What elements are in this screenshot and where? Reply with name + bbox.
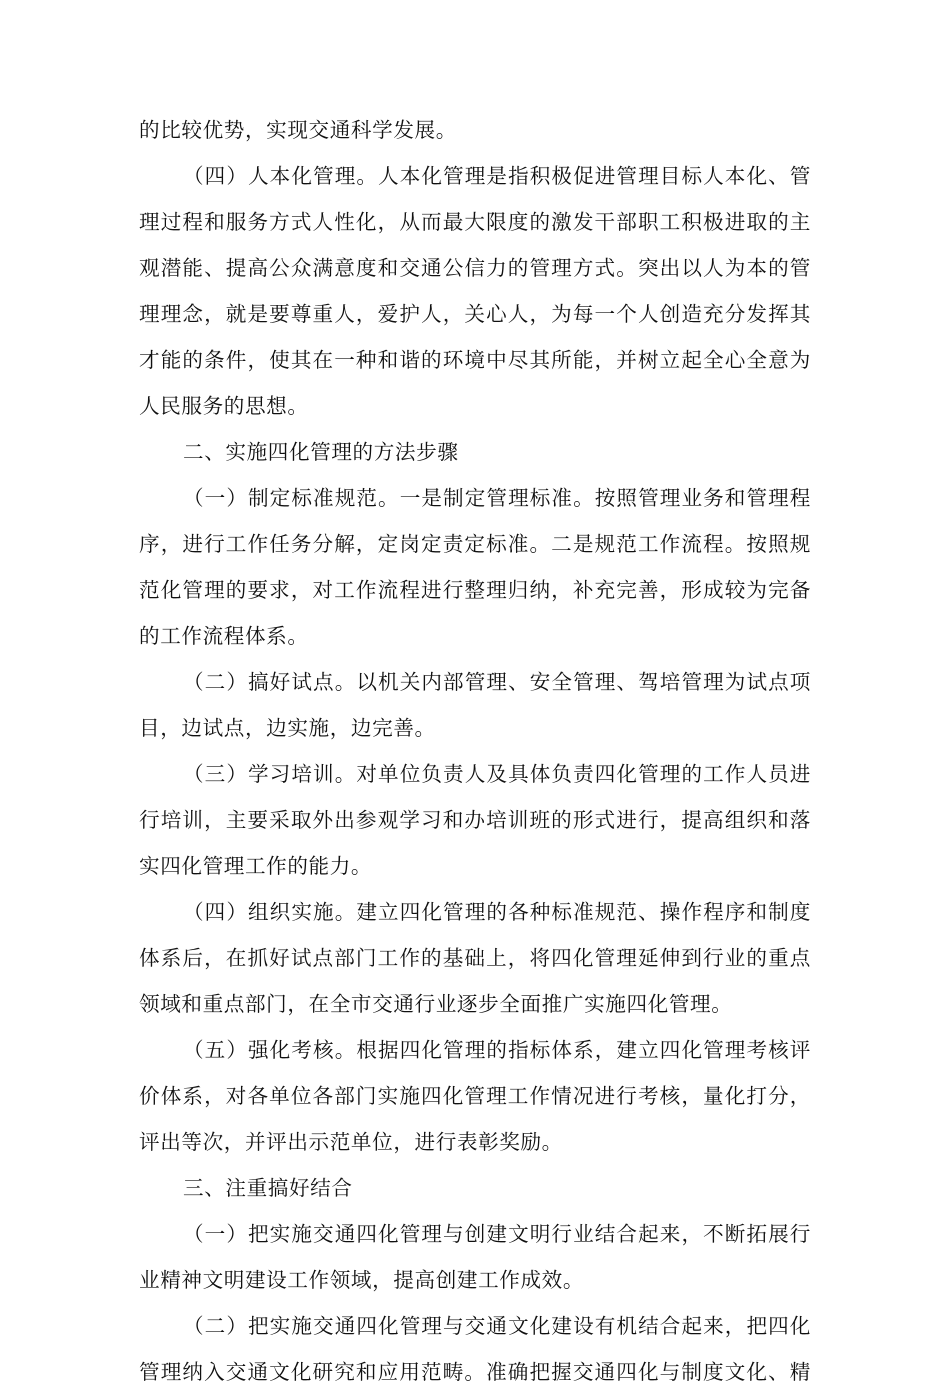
paragraph-last-line: 的工作流程体系。 [139,624,309,648]
section-heading: 二、实施四化管理的方法步骤 [183,440,459,464]
paragraph-line: 才能的条件，使其在一种和谐的环境中尽其所能，并树立起全心全意为 [139,348,811,372]
section-heading: 三、注重搞好结合 [183,1176,353,1200]
paragraph-last-line: 实四化管理工作的能力。 [139,854,373,878]
paragraph-first-line: （四）人本化管理。人本化管理是指积极促进管理目标人本化、管 [183,164,811,188]
paragraph-first-line: （二）把实施交通四化管理与交通文化建设有机结合起来，把四化 [183,1314,811,1338]
paragraph-first-line: （三）学习培训。对单位负责人及具体负责四化管理的工作人员进 [183,762,811,786]
paragraph-line: 理理念，就是要尊重人，爱护人，关心人，为每一个人创造充分发挥其 [139,302,811,326]
body-text [139,107,811,1395]
paragraph-line: 范化管理的要求，对工作流程进行整理归纳，补充完善，形成较为完备 [139,578,811,602]
paragraph-line: 体系后，在抓好试点部门工作的基础上，将四化管理延伸到行业的重点 [139,946,811,970]
paragraph-line: 理过程和服务方式人性化，从而最大限度的激发干部职工积极进取的主 [139,210,811,234]
paragraph-line: 价体系，对各单位各部门实施四化管理工作情况进行考核，量化打分， [139,1084,811,1108]
paragraph-last-line: 人民服务的思想。 [139,394,309,418]
paragraph-last-line: 业精神文明建设工作领域，提高创建工作成效。 [139,1268,585,1292]
paragraph-line: 观潜能、提高公众满意度和交通公信力的管理方式。突出以人为本的管 [139,256,811,280]
paragraph-line: 序，进行工作任务分解，定岗定责定标准。二是规范工作流程。按照规 [139,532,811,556]
paragraph-first-line: （五）强化考核。根据四化管理的指标体系，建立四化管理考核评 [183,1038,811,1062]
paragraph-first-line: （一）制定标准规范。一是制定管理标准。按照管理业务和管理程 [183,486,811,510]
paragraph-line: 行培训，主要采取外出参观学习和办培训班的形式进行，提高组织和落 [139,808,811,832]
paragraph-line: 管理纳入交通文化研究和应用范畴。准确把握交通四化与制度文化、精 [139,1360,811,1384]
paragraph-last-line: 领域和重点部门，在全市交通行业逐步全面推广实施四化管理。 [139,992,733,1016]
paragraph-last-line: 评出等次，并评出示范单位，进行表彰奖励。 [139,1130,563,1154]
paragraph-first-line: （一）把实施交通四化管理与创建文明行业结合起来，不断拓展行 [183,1222,811,1246]
paragraph-last-line: 目，边试点，边实施，边完善。 [139,716,436,740]
paragraph-last-line: 的比较优势，实现交通科学发展。 [139,118,457,142]
paragraph-first-line: （四）组织实施。建立四化管理的各种标准规范、操作程序和制度 [183,900,811,924]
paragraph-first-line: （二）搞好试点。以机关内部管理、安全管理、驾培管理为试点项 [183,670,811,694]
